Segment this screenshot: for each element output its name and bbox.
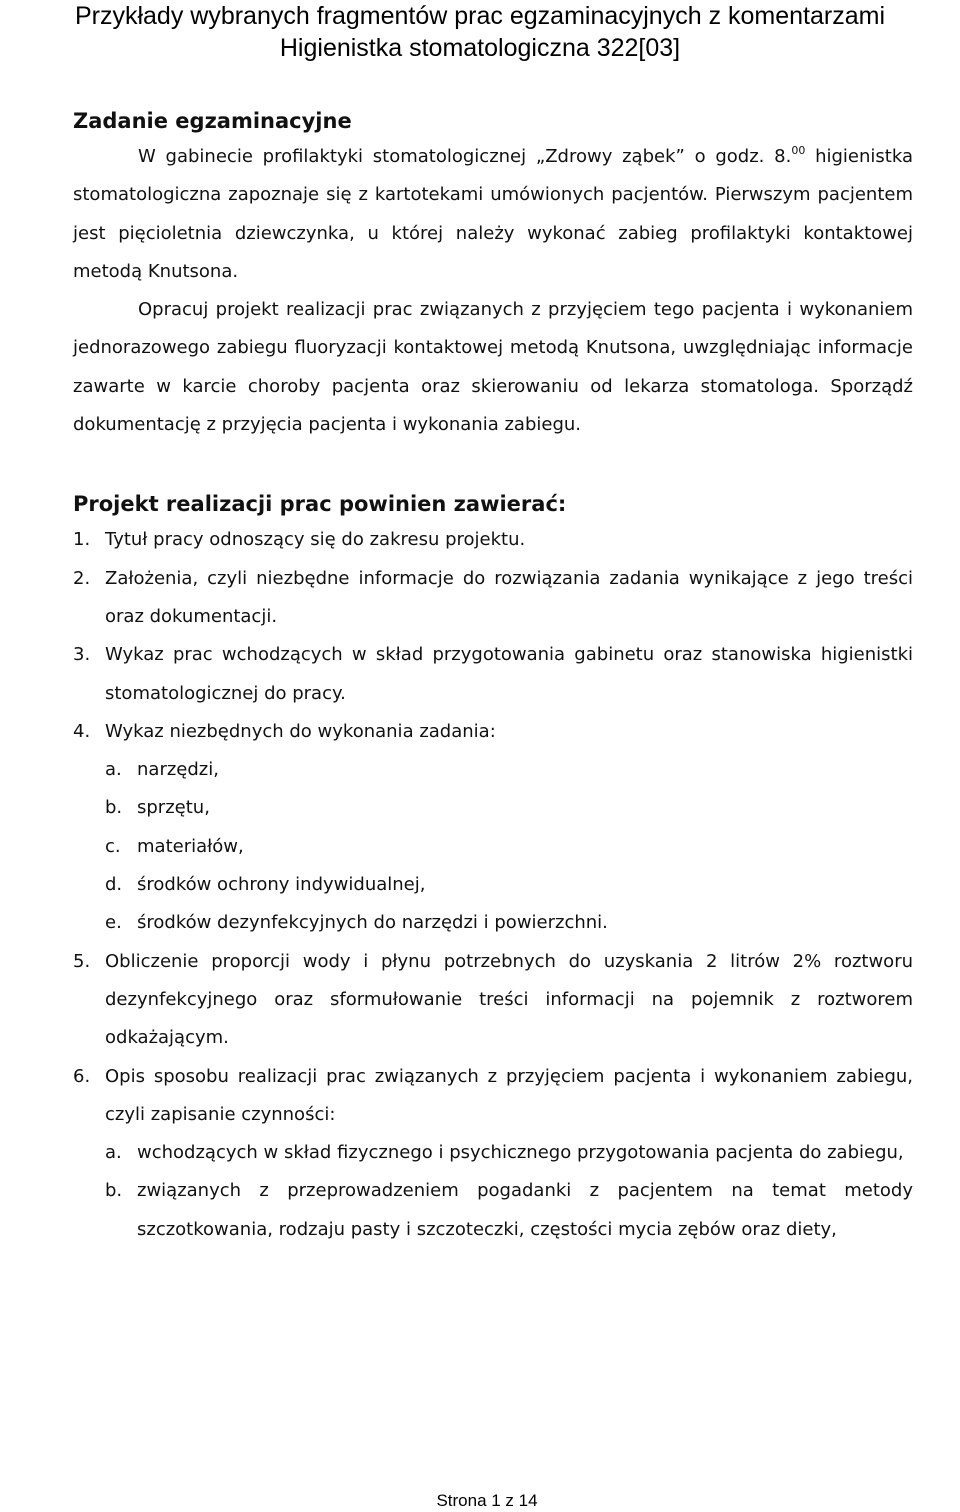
project-heading: Projekt realizacji prac powinien zawierać:: [73, 492, 567, 517]
header-title: Przykłady wybranych fragmentów prac egzaminacyjnych z komentarzami: [74, 2, 886, 30]
sub-item-letter: c.: [105, 835, 121, 857]
list-item-number: 3.: [73, 644, 91, 666]
sub-item: [105, 751, 913, 789]
list-item-text: Założenia, czyli niezbędne informacje do rozwiązania zadania wynikające z jego treści oraz dokumentacji.: [105, 567, 913, 627]
sub-item: [105, 866, 913, 904]
task-p1-rest: higienistka stomatologiczna zapoznaje się z kartotekami umówionych pacjentów. Pierwszym pacjentem jest pięcioletnia dziewczynka, u której należy wykonać zabieg profilaktyki kontaktowej metodą Knutsona.: [73, 146, 913, 282]
sub-item: [105, 828, 913, 866]
list-item: [73, 943, 913, 1058]
sub-item-letter: a.: [105, 1142, 122, 1164]
project-list: [73, 521, 913, 1249]
task-p1-main: W gabinecie profilaktyki stomatologicznej „Zdrowy ząbek” o godz. 8.: [138, 146, 792, 167]
sub-item-letter: d.: [105, 874, 123, 896]
list-item: [73, 1058, 913, 1249]
task-heading: Zadanie egzaminacyjne: [73, 109, 352, 133]
list-item-number: 2.: [73, 567, 91, 589]
sub-item-text: wchodzących w skład fizycznego i psychicznego przygotowania pacjenta do zabiegu,: [137, 1142, 904, 1164]
sub-item-text: środków ochrony indywidualnej,: [137, 874, 426, 896]
header-subtitle: Higienistka stomatologiczna 322[03]: [279, 34, 681, 62]
list-item-text: Wykaz prac wchodzących w skład przygotowania gabinetu oraz stanowiska higienistki stomatologicznej do pracy.: [105, 644, 913, 704]
list-item-number: 5.: [73, 950, 91, 972]
list-item-text: Obliczenie proporcji wody i płynu potrzebnych do uzyskania 2 litrów 2% roztworu dezynfekcyjnego oraz sformułowanie treści informacji na pojemnik z roztworem odkażającym.: [105, 950, 913, 1049]
list-item-text: Tytuł pracy odnoszący się do zakresu projektu.: [105, 529, 526, 551]
list-item-number: 6.: [73, 1065, 91, 1087]
sub-item: [105, 904, 913, 942]
sub-item-text: narzędzi,: [137, 759, 219, 781]
list-item: [73, 521, 913, 559]
document-body: [73, 104, 913, 1249]
list-item: [73, 713, 913, 943]
sub-item-text: materiałów,: [137, 835, 244, 857]
sub-item: [105, 789, 913, 827]
page-footer: Strona 1 z 14: [436, 1491, 538, 1510]
sub-item: [105, 1134, 913, 1172]
sub-item: [105, 1172, 913, 1249]
task-paragraph-2: Opracuj projekt realizacji prac związanych z przyjęciem tego pacjenta i wykonaniem jednorazowego zabiegu fluoryzacji kontaktowej metodą Knutsona, uwzględniając informacje zawarte w karcie choroby pacjenta oraz skierowaniu od lekarza stomatologa. Sporządź dokumentację z przyjęcia pacjenta i wykonania zabiegu.: [73, 299, 913, 436]
sub-item-letter: a.: [105, 759, 122, 781]
sub-item-text: środków dezynfekcyjnych do narzędzi i powierzchni.: [137, 912, 608, 934]
time-superscript: 00: [791, 144, 806, 157]
sub-item-letter: e.: [105, 912, 122, 934]
sub-item-text: sprzętu,: [137, 797, 210, 819]
list-item: [73, 560, 913, 637]
task-paragraph-1: [73, 138, 913, 291]
sub-item-letter: b.: [105, 797, 123, 819]
list-item-number: 4.: [73, 720, 91, 742]
list-item: [73, 636, 913, 713]
list-item-text: Wykaz niezbędnych do wykonania zadania:: [105, 720, 496, 742]
document-header: [0, 0, 960, 64]
list-item-text: Opis sposobu realizacji prac związanych z przyjęciem pacjenta i wykonaniem zabiegu, czyli zapisanie czynności:: [105, 1065, 913, 1125]
sub-item-text: związanych z przeprowadzeniem pogadanki z pacjentem na temat metody szczotkowania, rodzaju pasty i szczoteczki, częstości mycia zębów oraz diety,: [137, 1180, 913, 1240]
list-item-content: [105, 713, 913, 943]
list-item-number: 1.: [73, 529, 91, 551]
sub-item-letter: b.: [105, 1180, 123, 1202]
list-item-content: [105, 1058, 913, 1249]
